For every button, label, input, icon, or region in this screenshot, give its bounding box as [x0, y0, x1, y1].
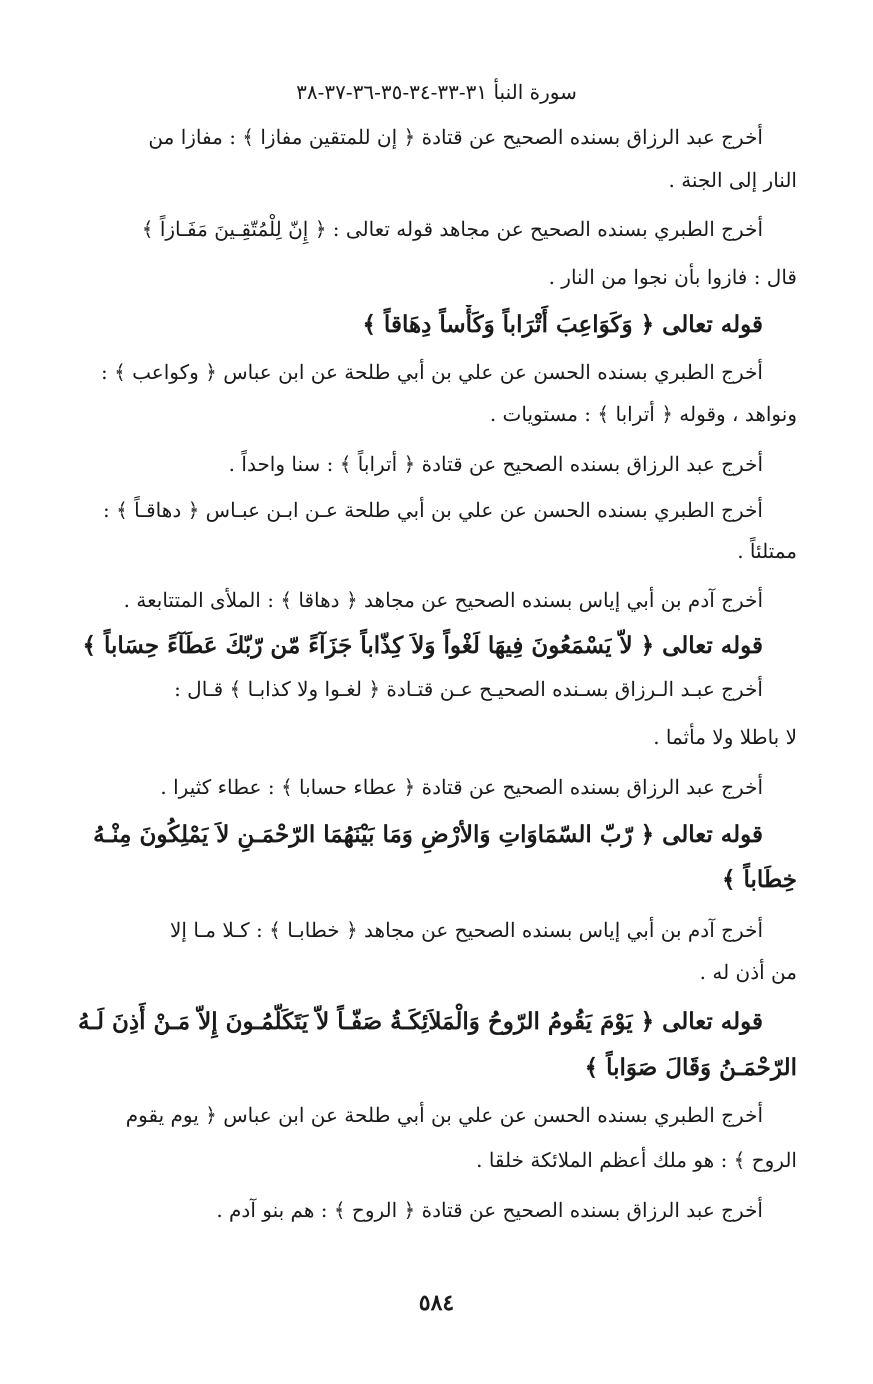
text-line: ونواهد ، وقوله ﴿ أترابا ﴾ : مستويات .: [489, 402, 797, 426]
text-line: أخرج الطبري بسنده الحسن عن علي بن أبي طلحة عن ابن عباس ﴿ وكواعب ﴾ :: [101, 360, 763, 384]
text-line: أخرج عبد الرزاق بسنده الصحيح عن قتادة ﴿ عطاء حسابا ﴾ : عطاء كثيرا .: [160, 775, 763, 799]
text-line: أخرج آدم بن أبي إياس بسنده الصحيح عن مجاهد ﴿ دهاقا ﴾ : الملأى المتتابعة .: [123, 588, 763, 612]
verse-heading: قوله تعالى ﴿ لاّ يَسْمَعُونَ فِيهَا لَغْواً وَلاَ كِذّاباً جَزَآءً مّن رّبّكَ عَطَآءً حِسَاباً ﴾: [82, 632, 763, 659]
text-line: أخرج عبد الرزاق بسنده الصحيح عن قتادة ﴿ أتراباً ﴾ : سنا واحداً .: [228, 452, 763, 476]
text-line: أخرج عبد الرزاق بسنده الصحيح عن قتادة ﴿ إن للمتقين مفازا ﴾ : مفازا من: [148, 125, 763, 149]
text-line: أخرج آدم بن أبي إياس بسنده الصحيح عن مجاهد ﴿ خطابـا ﴾ : كـلا مـا إلا: [170, 918, 763, 942]
text-line: أخرج الطبري بسنده الحسن عن علي بن أبي طلحة عن ابن عباس ﴿ يوم يقوم: [125, 1103, 763, 1127]
text-line: أخرج الطبري بسنده الصحيح عن مجاهد قوله تعالى : ﴿ إِنّ لِلْمُتّقِـينَ مَفَـازاً ﴾: [141, 217, 763, 241]
text-line: الروح ﴾ : هو ملك أعظم الملائكة خلقا .: [476, 1148, 797, 1172]
running-header: سورة النبأ ٣١-٣٣-٣٤-٣٥-٣٦-٣٧-٣٨: [296, 80, 577, 104]
text-line: قال : فازوا بأن نجوا من النار .: [548, 265, 797, 289]
text-line: أخرج عبد الرزاق بسنده الصحيح عن قتادة ﴿ الروح ﴾ : هم بنو آدم .: [216, 1198, 763, 1222]
text-line: لا باطلا ولا مأثما .: [653, 725, 797, 749]
page-number: ٥٨٤: [418, 1290, 455, 1316]
text-line: النار إلى الجنة .: [668, 168, 797, 192]
verse-heading: خِطَاباً ﴾: [722, 866, 797, 893]
verse-heading: قوله تعالى ﴿ وَكَوَاعِبَ أَتْرَاباً وَكَأْساً دِهَاقاً ﴾: [362, 311, 763, 338]
verse-heading: قوله تعالى ﴿ يَوْمَ يَقُومُ الرّوحُ وَالْمَلاَئِكَـةُ صَفّـاً لاّ يَتَكَلّمُـونَ إِلاّ مَـنْ أَذِنَ لَـهُ: [77, 1008, 763, 1035]
text-line: ممتلئاً .: [737, 539, 797, 563]
text-line: أخرج عبـد الـرزاق بسـنده الصحيـح عـن قتـادة ﴿ لغـوا ولا كذابـا ﴾ قـال :: [174, 677, 763, 701]
text-line: من أذن له .: [699, 960, 797, 984]
verse-heading: الرّحْمَـنُ وَقَالَ صَوَاباً ﴾: [584, 1054, 797, 1081]
text-line: أخرج الطبري بسنده الحسن عن علي بن أبي طلحة عـن ابـن عبـاس ﴿ دهاقـاً ﴾ :: [103, 498, 763, 522]
verse-heading: قوله تعالى ﴿ رّبّ السّمَاوَاتِ وَالأرْضِ وَمَا بَيْنَهُمَا الرّحْمَـنِ لاَ يَمْلِكُونَ مِنْـهُ: [93, 821, 763, 848]
